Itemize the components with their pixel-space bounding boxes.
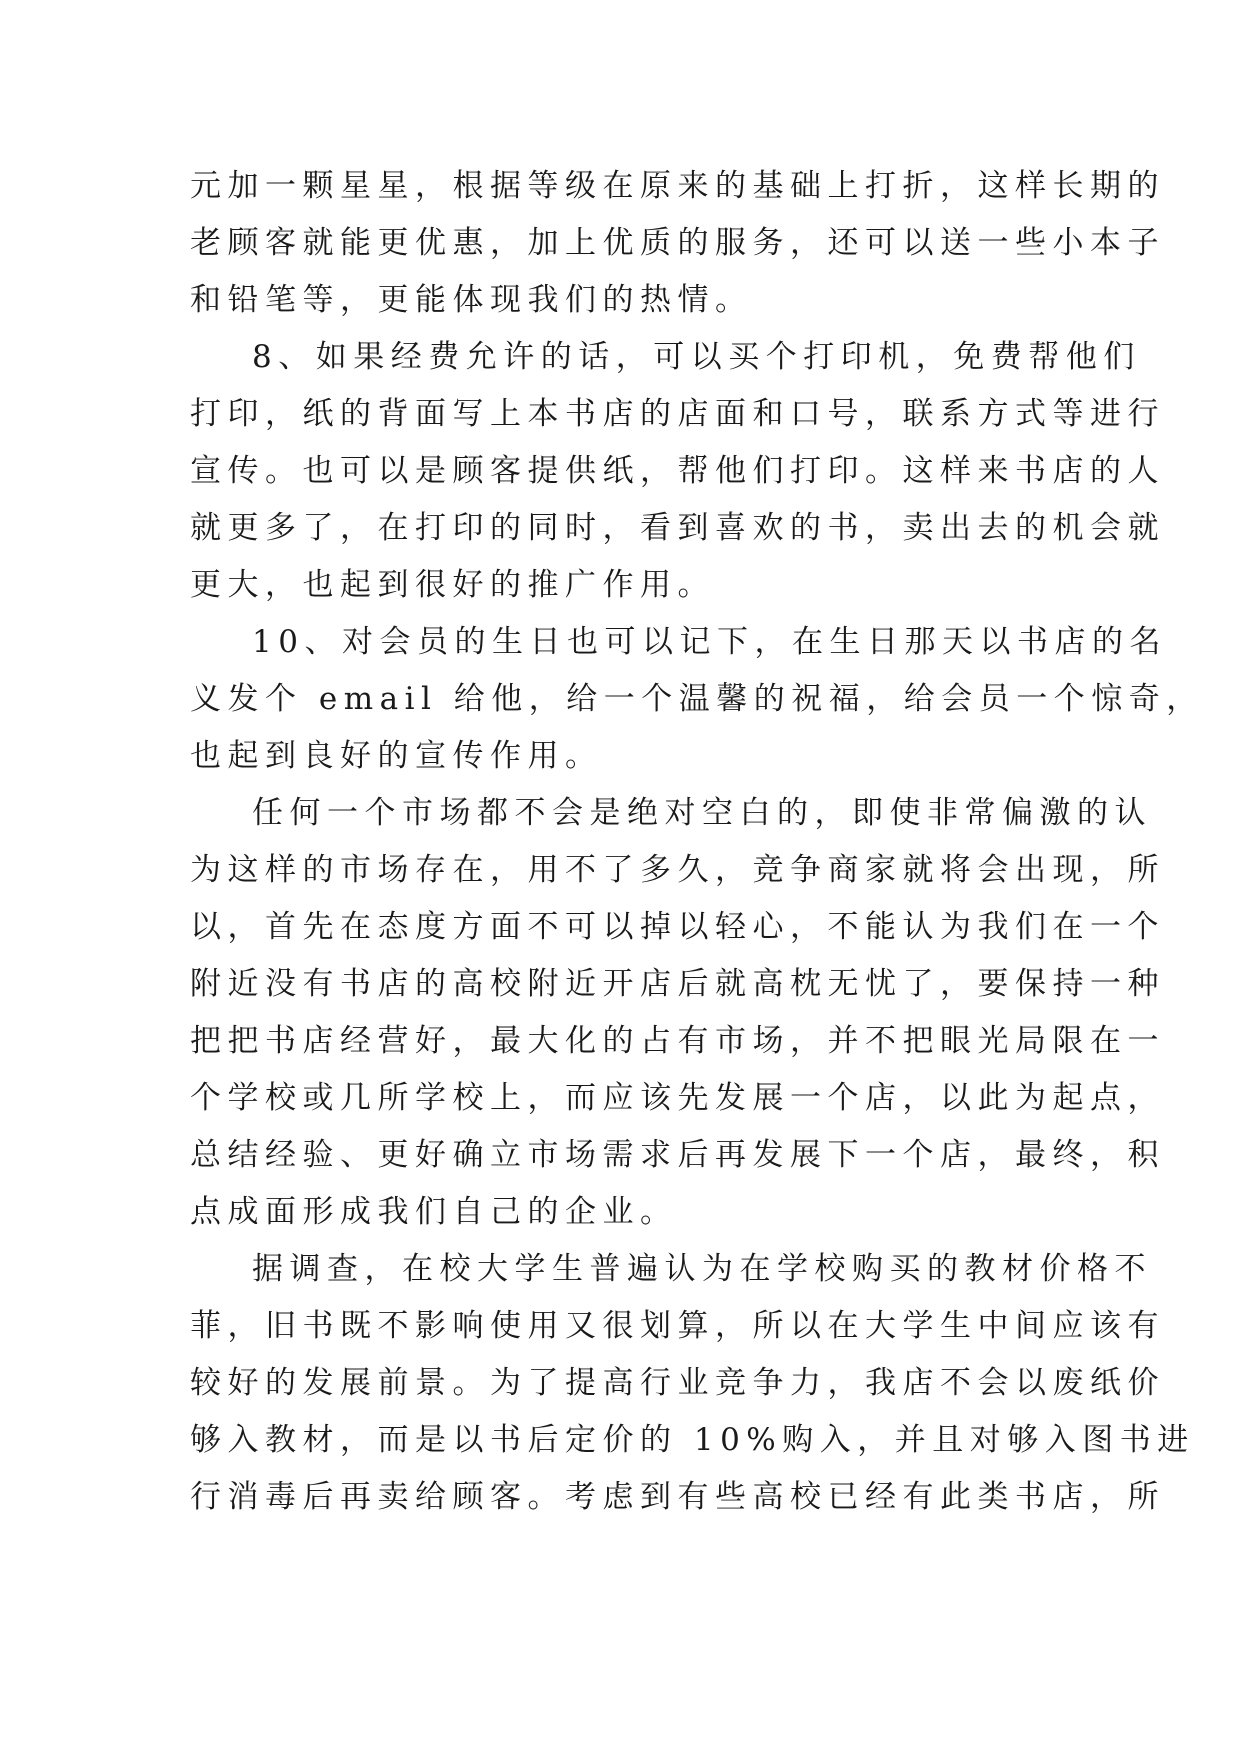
text-line: 宣传。也可以是顾客提供纸，帮他们打印。这样来书店的人	[190, 453, 1165, 489]
paragraph-first-line: 10、对会员的生日也可以记下，在生日那天以书店的名	[252, 624, 1167, 660]
text-line: 和铅笔等，更能体现我们的热情。	[190, 282, 753, 318]
text-line: 菲，旧书既不影响使用又很划算，所以在大学生中间应该有	[190, 1308, 1165, 1344]
text-line: 够入教材，而是以书后定价的 10%购入，并且对够入图书进	[190, 1422, 1195, 1458]
text-line: 义发个 email 给他，给一个温馨的祝福，给会员一个惊奇，	[190, 681, 1204, 717]
text-line: 就更多了，在打印的同时，看到喜欢的书，卖出去的机会就	[190, 510, 1165, 546]
text-line: 点成面形成我们自己的企业。	[190, 1194, 678, 1230]
text-line: 行消毒后再卖给顾客。考虑到有些高校已经有此类书店，所	[190, 1479, 1165, 1515]
paragraph-first-line: 任何一个市场都不会是绝对空白的，即使非常偏激的认	[252, 795, 1152, 831]
text-line: 老顾客就能更优惠，加上优质的服务，还可以送一些小本子	[190, 225, 1165, 261]
text-line: 打印，纸的背面写上本书店的店面和口号，联系方式等进行	[190, 396, 1165, 432]
text-line: 元加一颗星星，根据等级在原来的基础上打折，这样长期的	[190, 168, 1165, 204]
text-line: 个学校或几所学校上，而应该先发展一个店，以此为起点，	[190, 1080, 1165, 1116]
text-line: 把把书店经营好，最大化的占有市场，并不把眼光局限在一	[190, 1023, 1165, 1059]
text-line: 附近没有书店的高校附近开店后就高枕无忧了，要保持一种	[190, 966, 1165, 1002]
text-line: 为这样的市场存在，用不了多久，竞争商家就将会出现，所	[190, 852, 1165, 888]
text-line: 总结经验、更好确立市场需求后再发展下一个店，最终，积	[190, 1137, 1165, 1173]
text-line: 也起到良好的宣传作用。	[190, 738, 603, 774]
text-line: 较好的发展前景。为了提高行业竞争力，我店不会以废纸价	[190, 1365, 1165, 1401]
text-line: 更大，也起到很好的推广作用。	[190, 567, 715, 603]
paragraph-first-line: 8、如果经费允许的话，可以买个打印机，免费帮他们	[252, 339, 1141, 375]
text-line: 以，首先在态度方面不可以掉以轻心，不能认为我们在一个	[190, 909, 1165, 945]
paragraph-first-line: 据调查，在校大学生普遍认为在学校购买的教材价格不	[252, 1251, 1152, 1287]
